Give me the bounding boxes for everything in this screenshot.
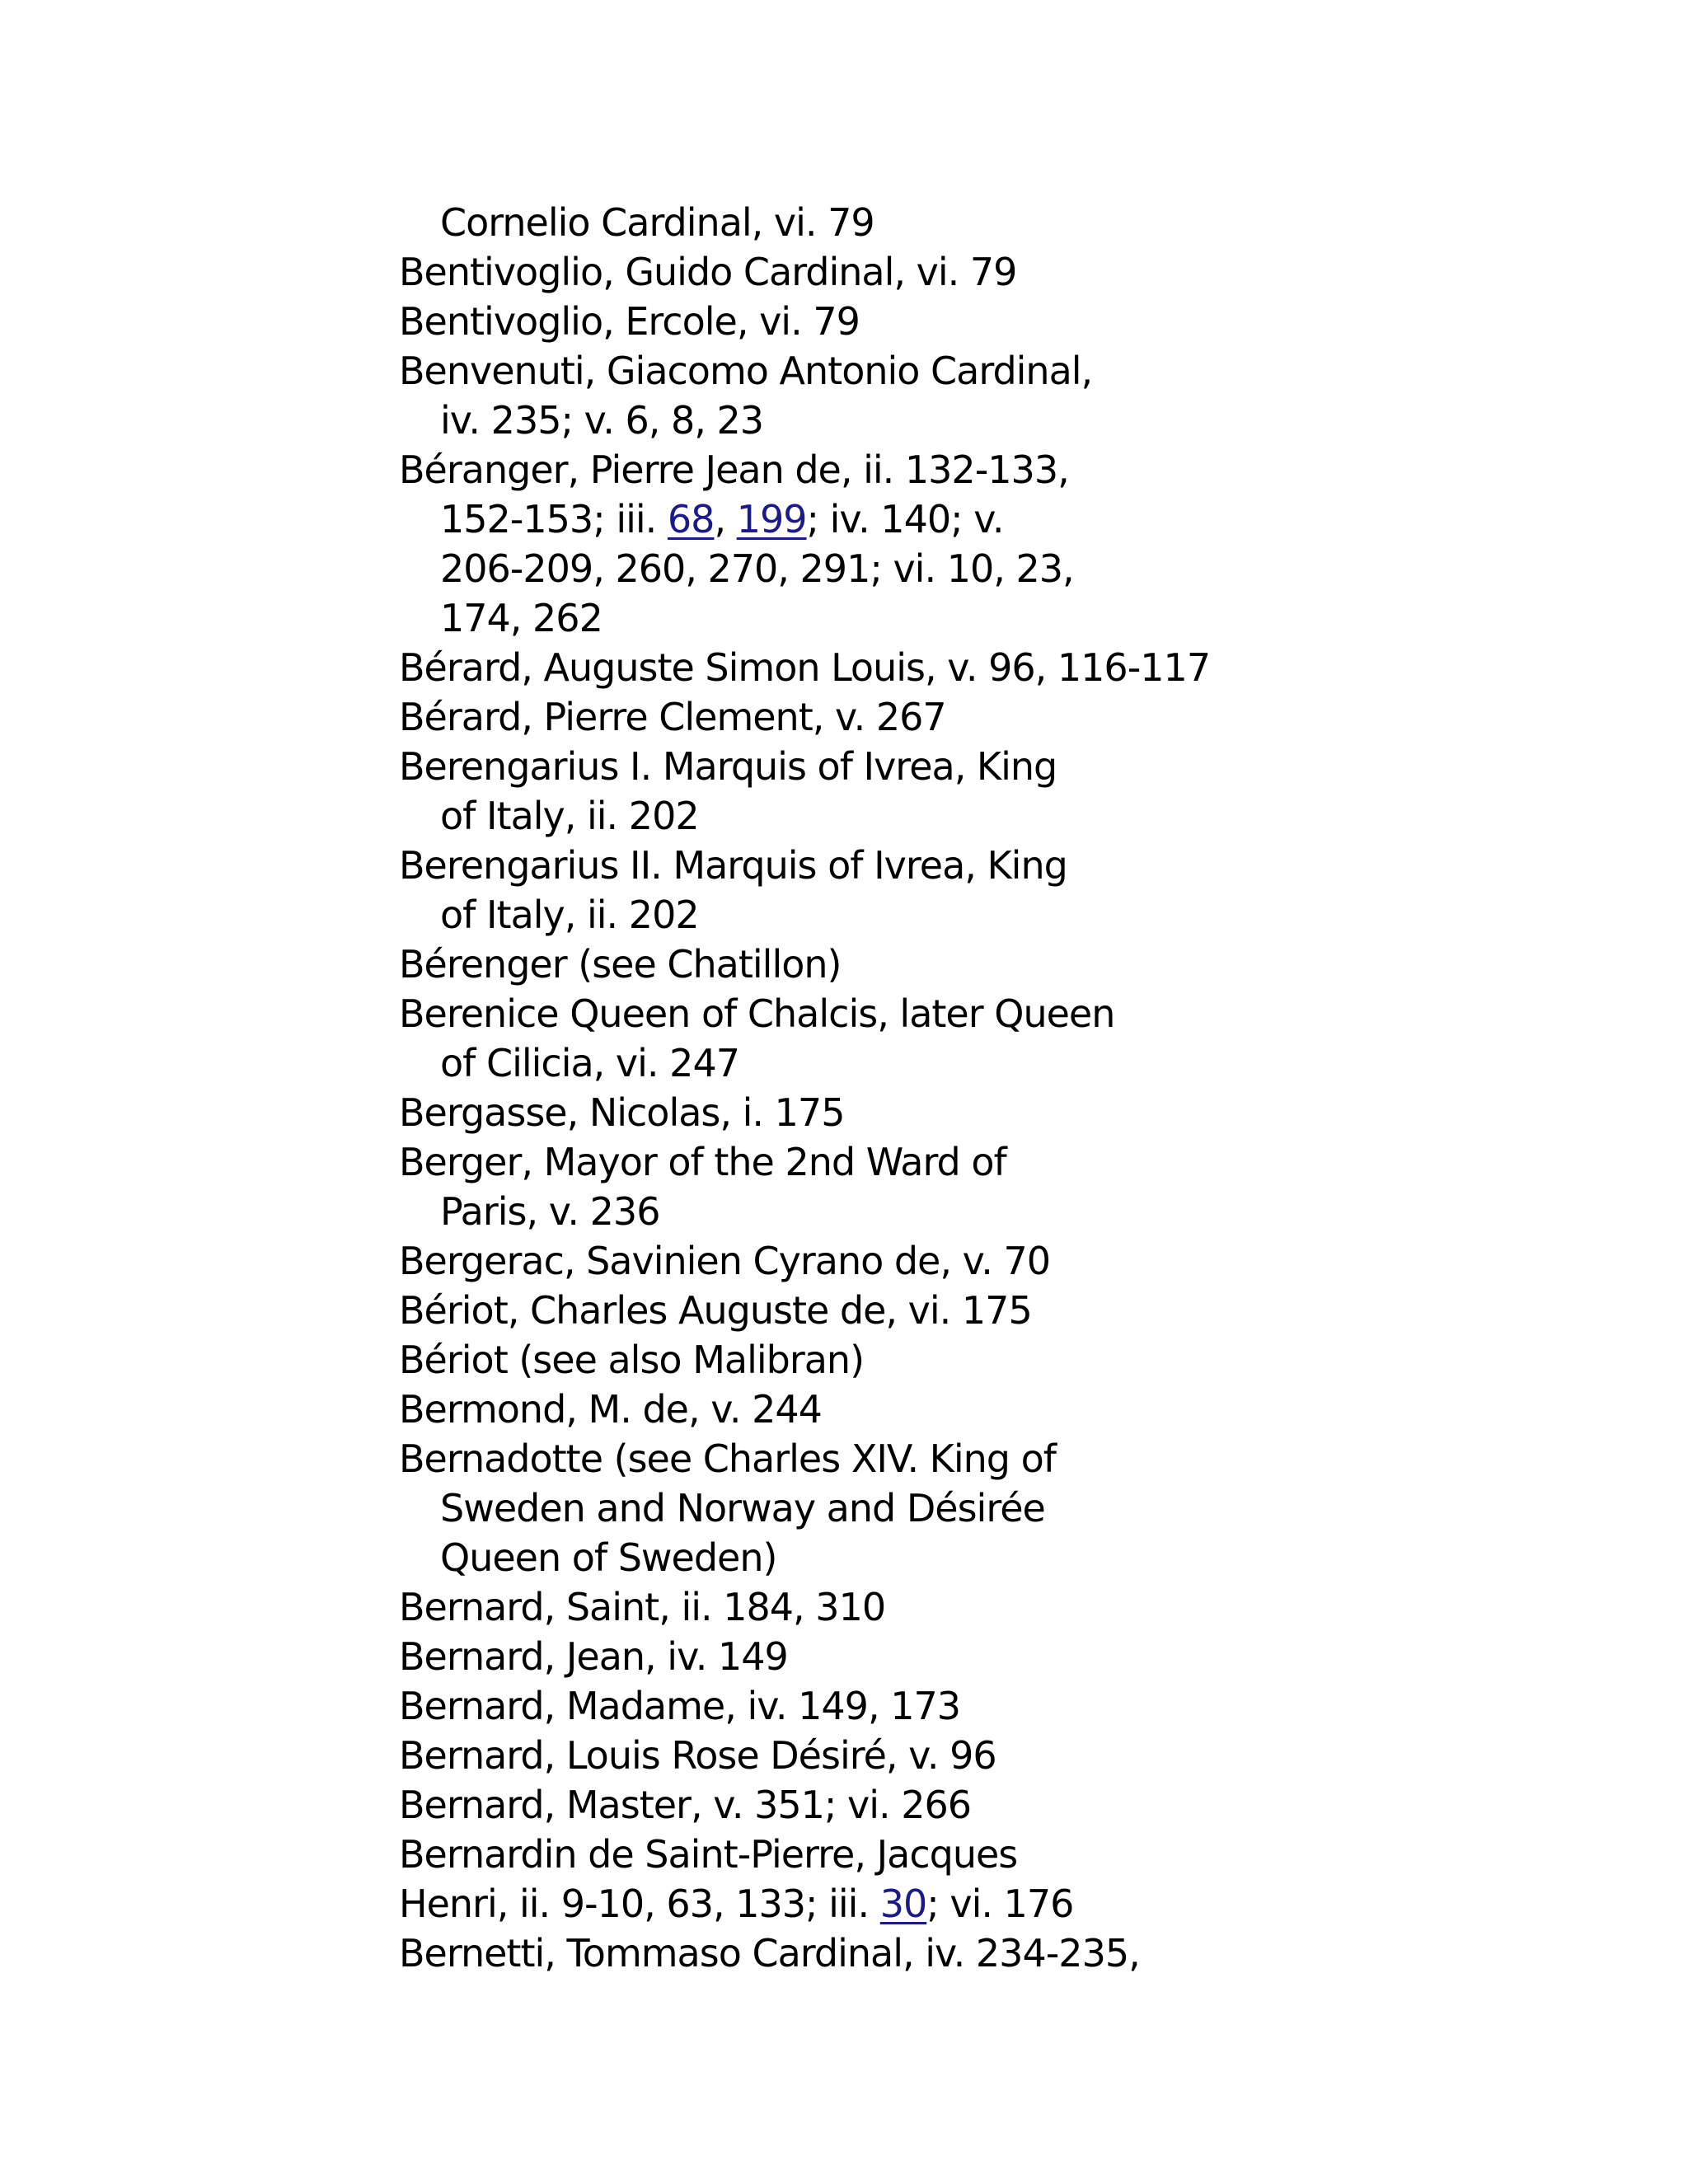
index-entry-line: [399, 297, 1210, 346]
index-continuation-line: [399, 593, 1210, 643]
index-entry-line: [399, 1830, 1210, 1879]
index-entry-line: [399, 1929, 1210, 1978]
page-link[interactable]: 68: [667, 497, 715, 541]
index-entry-line: [399, 1137, 1210, 1187]
index-text: Berenice Queen of Chalcis, later Queen: [399, 991, 1115, 1036]
index-text: Bergasse, Nicolas, i. 175: [399, 1090, 845, 1135]
index-text: Berengarius I. Marquis of Ivrea, King: [399, 744, 1057, 789]
index-entry-line: [399, 1632, 1210, 1681]
index-column: [399, 198, 1210, 1978]
index-continuation-line: [399, 1483, 1210, 1533]
index-entry-line: [399, 1088, 1210, 1137]
index-text: Bernard, Master, v. 351; vi. 266: [399, 1783, 972, 1827]
index-entry-line: [399, 247, 1210, 297]
index-continuation-line: [399, 1187, 1210, 1236]
index-text: Bergerac, Savinien Cyrano de, v. 70: [399, 1239, 1051, 1283]
index-text: Paris, v. 236: [440, 1189, 660, 1234]
index-text: Bérenger (see Chatillon): [399, 942, 842, 987]
index-continuation-line: [399, 396, 1210, 445]
index-entry-line: [399, 940, 1210, 989]
index-text: ,: [714, 497, 737, 541]
index-text: Henri, ii. 9-10, 63, 133; iii.: [399, 1882, 880, 1926]
index-text: Bériot (see also Malibran): [399, 1338, 865, 1382]
page-link[interactable]: 30: [879, 1882, 927, 1926]
index-text: ; iv. 140; v.: [806, 497, 1004, 541]
index-continuation-line: [399, 1038, 1210, 1088]
index-text: Bériot, Charles Auguste de, vi. 175: [399, 1288, 1032, 1333]
index-continuation-line: [399, 1533, 1210, 1582]
index-continuation-line: [399, 791, 1210, 841]
index-text: 174, 262: [440, 596, 603, 640]
index-text: Bernetti, Tommaso Cardinal, iv. 234-235,: [399, 1931, 1140, 1975]
index-text: Bernard, Jean, iv. 149: [399, 1634, 788, 1679]
index-entry-line: [399, 445, 1210, 494]
index-entry-line: [399, 1385, 1210, 1434]
index-entry-line: [399, 841, 1210, 890]
index-entry-line: [399, 1434, 1210, 1483]
index-text: Bentivoglio, Ercole, vi. 79: [399, 299, 860, 344]
index-entry-line: [399, 1879, 1210, 1929]
index-text: 206-209, 260, 270, 291; vi. 10, 23,: [440, 546, 1074, 591]
index-entry-line: [399, 346, 1210, 396]
index-text: Bentivoglio, Guido Cardinal, vi. 79: [399, 250, 1017, 294]
index-text: Bernard, Madame, iv. 149, 173: [399, 1684, 960, 1728]
index-text: Benvenuti, Giacomo Antonio Cardinal,: [399, 349, 1093, 393]
index-text: iv. 235; v. 6, 8, 23: [440, 398, 764, 443]
index-entry-line: [399, 1780, 1210, 1830]
index-text: Queen of Sweden): [440, 1535, 777, 1580]
index-text: Bermond, M. de, v. 244: [399, 1387, 822, 1432]
index-text: Bérard, Pierre Clement, v. 267: [399, 695, 946, 739]
index-text: of Cilicia, vi. 247: [440, 1041, 739, 1085]
page-link[interactable]: 199: [736, 497, 807, 541]
index-text: of Italy, ii. 202: [440, 893, 699, 937]
index-entry-line: [399, 1582, 1210, 1632]
index-entry-line: [399, 742, 1210, 791]
index-entry-line: [399, 1335, 1210, 1385]
index-text: Béranger, Pierre Jean de, ii. 132-133,: [399, 448, 1069, 492]
index-entry-line: [399, 1286, 1210, 1335]
index-text: Bernadotte (see Charles XIV. King of: [399, 1436, 1056, 1481]
index-text: ; vi. 176: [926, 1882, 1074, 1926]
index-entry-line: [399, 643, 1210, 692]
index-entry-line: [399, 1731, 1210, 1780]
index-text: Sweden and Norway and Désirée: [440, 1486, 1045, 1530]
index-text: 152-153; iii.: [440, 497, 668, 541]
index-entry-line: [399, 989, 1210, 1038]
index-continuation-line: [399, 890, 1210, 940]
index-text: Berengarius II. Marquis of Ivrea, King: [399, 843, 1067, 888]
index-entry-line: [399, 1236, 1210, 1286]
index-entry-line: [399, 692, 1210, 742]
index-text: Bernard, Saint, ii. 184, 310: [399, 1585, 886, 1629]
index-text: Bernard, Louis Rose Désiré, v. 96: [399, 1733, 996, 1778]
index-text: of Italy, ii. 202: [440, 794, 699, 838]
index-entry-line: [399, 1681, 1210, 1731]
index-text: Bérard, Auguste Simon Louis, v. 96, 116-117: [399, 645, 1211, 690]
index-text: Cornelio Cardinal, vi. 79: [440, 200, 874, 245]
index-continuation-line: [399, 198, 1210, 247]
index-text: Berger, Mayor of the 2nd Ward of: [399, 1140, 1006, 1184]
index-text: Bernardin de Saint-Pierre, Jacques: [399, 1832, 1018, 1877]
index-continuation-line: [399, 494, 1210, 544]
index-continuation-line: [399, 544, 1210, 593]
